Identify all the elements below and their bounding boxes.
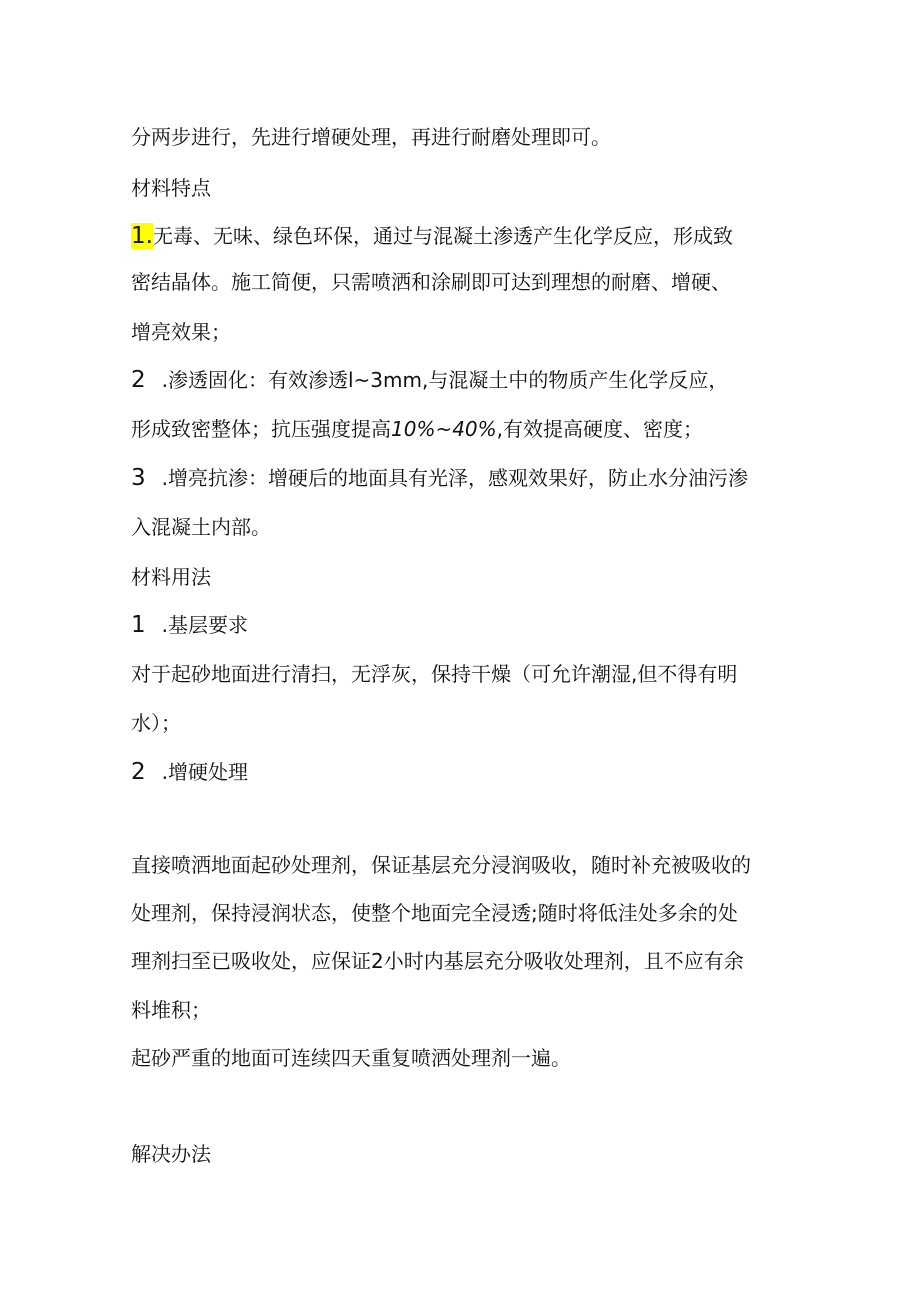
feature-item-2-line-1: [131, 366, 821, 394]
usage-item-2-line-5: 起砂严重的地面可连续四天重复喷洒处理剂一遍。: [131, 1046, 571, 1070]
feature-item-1-line-3: 增亮效果；: [131, 320, 231, 344]
usage-item-2-line-2: 处理剂，保持浸润状态，使整个地面完全浸透;随时将低洼处多余的处: [131, 901, 738, 925]
feature-item-2-percent: 10%~40%: [391, 417, 497, 441]
usage-item-2-title: .增硬处理: [161, 760, 248, 784]
heading-material-usage: 材料用法: [131, 565, 211, 589]
feature-item-2-text-a: 形成致密整体；抗压强度提高: [131, 417, 391, 441]
feature-item-1-text: 无毒、无味、绿色环保，通过与混凝土渗透产生化学反应，形成致: [152, 224, 733, 248]
usage-item-1-line-1: 对于起砂地面进行清扫，无浮灰，保持干燥（可允许潮湿,但不得有明: [131, 662, 738, 686]
heading-material-features: 材料特点: [131, 176, 211, 200]
usage-item-1-title: .基层要求: [161, 613, 248, 637]
feature-item-3-line-2: 入混凝土内部。: [131, 515, 271, 539]
feature-item-3-line-1: [131, 464, 821, 492]
usage-item-2-heading: [131, 758, 821, 786]
paragraph-intro: 分两步进行，先进行增硬处理，再进行耐磨处理即可。: [131, 125, 611, 149]
usage-item-1-heading: [131, 611, 821, 639]
feature-item-2-line-2: [131, 415, 821, 443]
heading-solution: 解决办法: [131, 1142, 211, 1166]
feature-item-2-text-c: ,有效提高硬度、密度；: [496, 417, 704, 441]
feature-item-3-text: .增亮抗渗：增硬后的地面具有光泽，感观效果好，防止水分油污渗: [161, 466, 748, 490]
usage-item-2-line-1: 直接喷洒地面起砂处理剂，保证基层充分浸润吸收，随时补充被吸收的: [131, 853, 751, 877]
feature-item-1-line-2: 密结晶体。施工简便，只需喷洒和涂刷即可达到理想的耐磨、增硬、: [131, 270, 731, 294]
feature-item-3-number: 3: [131, 465, 146, 491]
usage-item-2-number: 2: [131, 759, 146, 785]
feature-item-1-number: 1.: [131, 223, 153, 249]
usage-item-2-line-3: 理剂扫至已吸收处，应保证2小时内基层充分吸收处理剂，且不应有余: [131, 949, 744, 973]
usage-item-1-number: 1: [131, 612, 146, 638]
usage-item-1-line-2: 水）；: [131, 711, 181, 735]
feature-item-2-text: .渗透固化：有效渗透l~3mm,与混凝土中的物质产生化学反应，: [161, 368, 729, 392]
feature-item-2-number: 2: [131, 367, 146, 393]
feature-item-1-line-1: [131, 222, 821, 250]
usage-item-2-line-4: 料堆积；: [131, 998, 211, 1022]
